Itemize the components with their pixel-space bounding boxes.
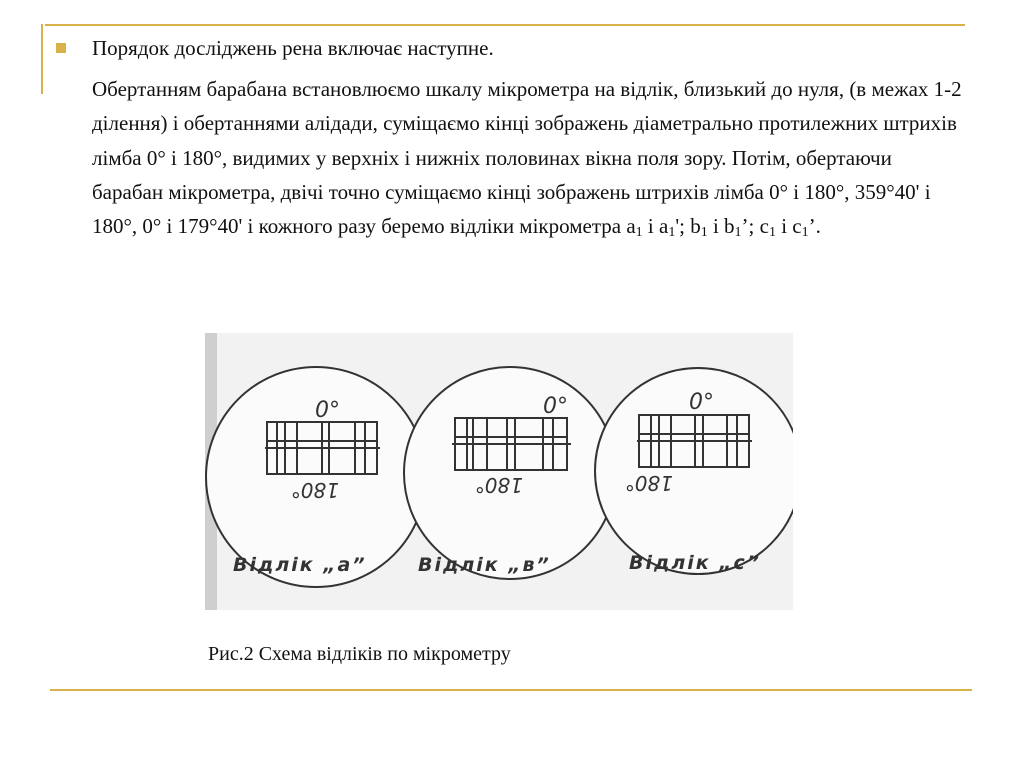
label-reading-a: Відлік „а”	[233, 554, 367, 576]
body-paragraph	[92, 72, 962, 243]
paragraph-part: ’; c	[741, 214, 769, 239]
paragraph-main: Обертанням барабана встановлюємо шкалу мікрометра на відлік, близький до нуля, (в межах 1-2 ділення) і обертаннями алідади, суміщаємо кінці зображень діаметрально протилежних штрихів лімба 0° і 180°, видимих у верхніх і нижніх половинах вікна поля зору. Потім, обертаючи барабан мікрометра, двічі точно суміщаємо кінці зображень штрихів лімба 0° і 180°, 359°40' і 180°, 0° і 179°40' і кожного разу беремо відліки мікрометра a	[92, 77, 962, 239]
left-rule	[41, 24, 43, 94]
figure-caption: Рис.2 Схема відліків по мікрометру	[208, 643, 511, 665]
mark-180-b: 180°	[474, 473, 523, 497]
view-field-b	[404, 367, 616, 579]
paragraph-part: і c	[775, 214, 802, 239]
bottom-rule	[50, 689, 972, 691]
subscript: 1	[635, 225, 643, 241]
micrometer-figure	[205, 333, 793, 610]
micrometer-diagram	[205, 333, 793, 610]
mark-180-c: 180°	[624, 471, 673, 495]
subscript: 1	[668, 225, 676, 241]
subscript: 1	[768, 225, 776, 241]
mark-180-a: 180°	[290, 478, 339, 502]
label-reading-b: Відлік „в”	[418, 554, 551, 576]
bullet-square-icon	[56, 43, 66, 53]
view-circle	[404, 367, 616, 579]
top-rule	[45, 24, 965, 26]
mark-0-b: 0°	[543, 394, 568, 419]
label-reading-c: Відлік „с”	[629, 552, 762, 574]
paragraph-part: і b	[707, 214, 735, 239]
paragraph-part: ’.	[808, 214, 821, 239]
subscript: 1	[734, 225, 742, 241]
subscript: 1	[801, 225, 809, 241]
mark-0-c: 0°	[689, 390, 714, 415]
subscript: 1	[700, 225, 708, 241]
bullet-text: Порядок досліджень рена включає наступне.	[92, 36, 494, 60]
paragraph-part: '; b	[675, 214, 701, 239]
mark-0-a: 0°	[315, 398, 340, 423]
paragraph-part: і a	[642, 214, 669, 239]
